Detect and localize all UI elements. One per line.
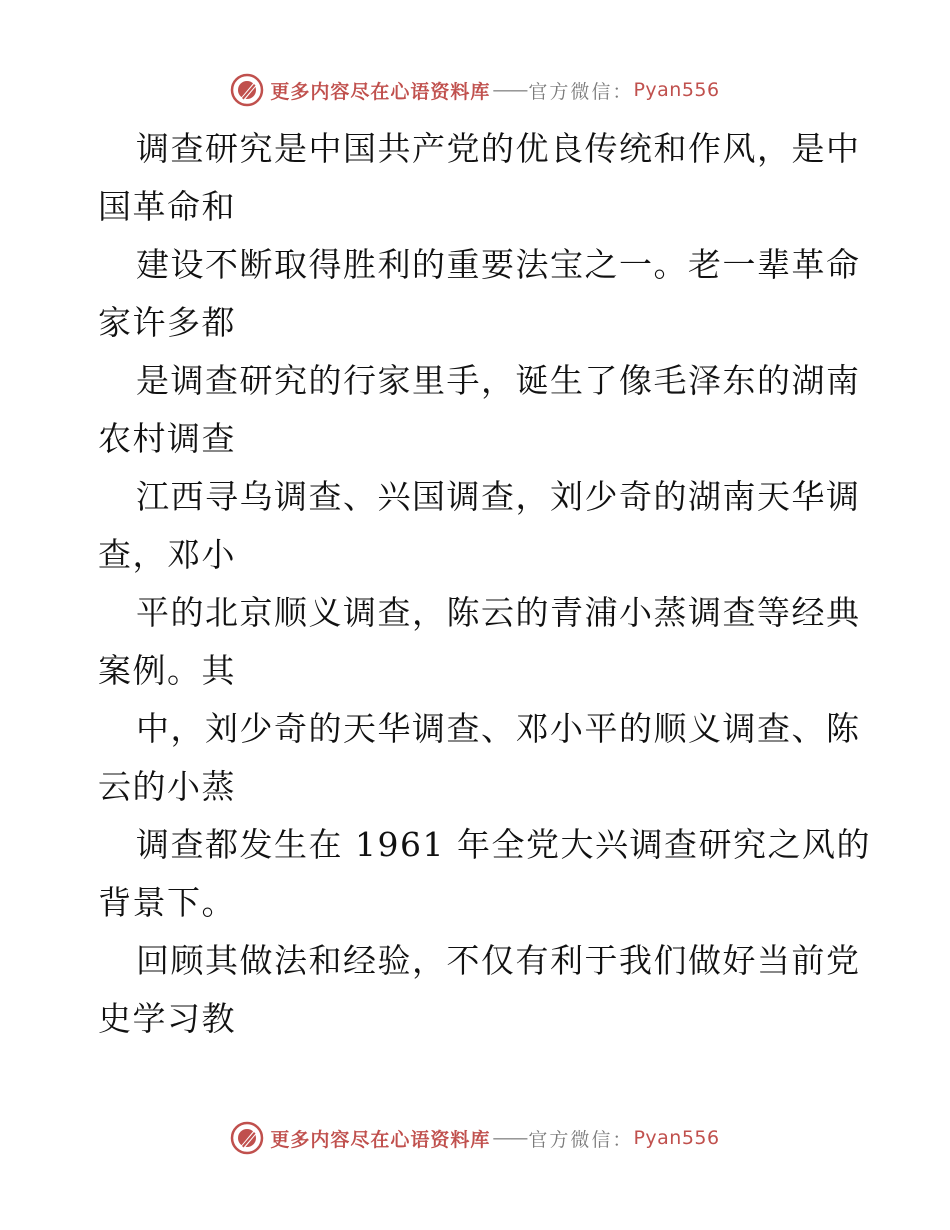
banner-sub-text: 官方微信： <box>528 80 634 103</box>
text-line: 农村调查 <box>98 419 236 458</box>
text-line: 查，邓小 <box>98 535 236 574</box>
text-line: 平的北京顺义调查，陈云的青浦小蒸调查等经典 <box>136 593 861 632</box>
text-line: 史学习教 <box>98 999 236 1038</box>
banner-dash: —— <box>492 79 527 101</box>
text-line: 回顾其做法和经验，不仅有利于我们做好当前党 <box>136 941 861 980</box>
text-line: 调查都发生在 1961 年全党大兴调查研究之风的 <box>136 825 871 864</box>
text-line: 调查研究是中国共产党的优良传统和作风，是中 <box>136 129 861 168</box>
header-banner <box>0 70 950 110</box>
logo-icon <box>230 73 264 107</box>
footer-banner <box>0 1118 950 1158</box>
text-line: 江西寻乌调查、兴国调查，刘少奇的湖南天华调 <box>136 477 861 516</box>
text-line: 建设不断取得胜利的重要法宝之一。老一辈革命 <box>136 245 861 284</box>
banner-dash: —— <box>492 1127 527 1149</box>
text-line: 中，刘少奇的天华调查、邓小平的顺义调查、陈 <box>136 709 861 748</box>
logo-icon <box>230 1121 264 1155</box>
text-line: 云的小蒸 <box>98 767 236 806</box>
banner-wechat-id: Pyan556 <box>633 1127 720 1149</box>
banner-main-text: 更多内容尽在心语资料库 <box>270 80 491 103</box>
document-body <box>98 120 871 1048</box>
banner-sub-text: 官方微信： <box>528 1128 634 1151</box>
text-line: 是调查研究的行家里手，诞生了像毛泽东的湖南 <box>136 361 861 400</box>
text-line: 家许多都 <box>98 303 236 342</box>
banner-main-text: 更多内容尽在心语资料库 <box>270 1128 491 1151</box>
banner-wechat-id: Pyan556 <box>633 79 720 101</box>
text-line: 案例。其 <box>98 651 236 690</box>
text-line: 国革命和 <box>98 187 236 226</box>
text-line: 背景下。 <box>98 883 236 922</box>
